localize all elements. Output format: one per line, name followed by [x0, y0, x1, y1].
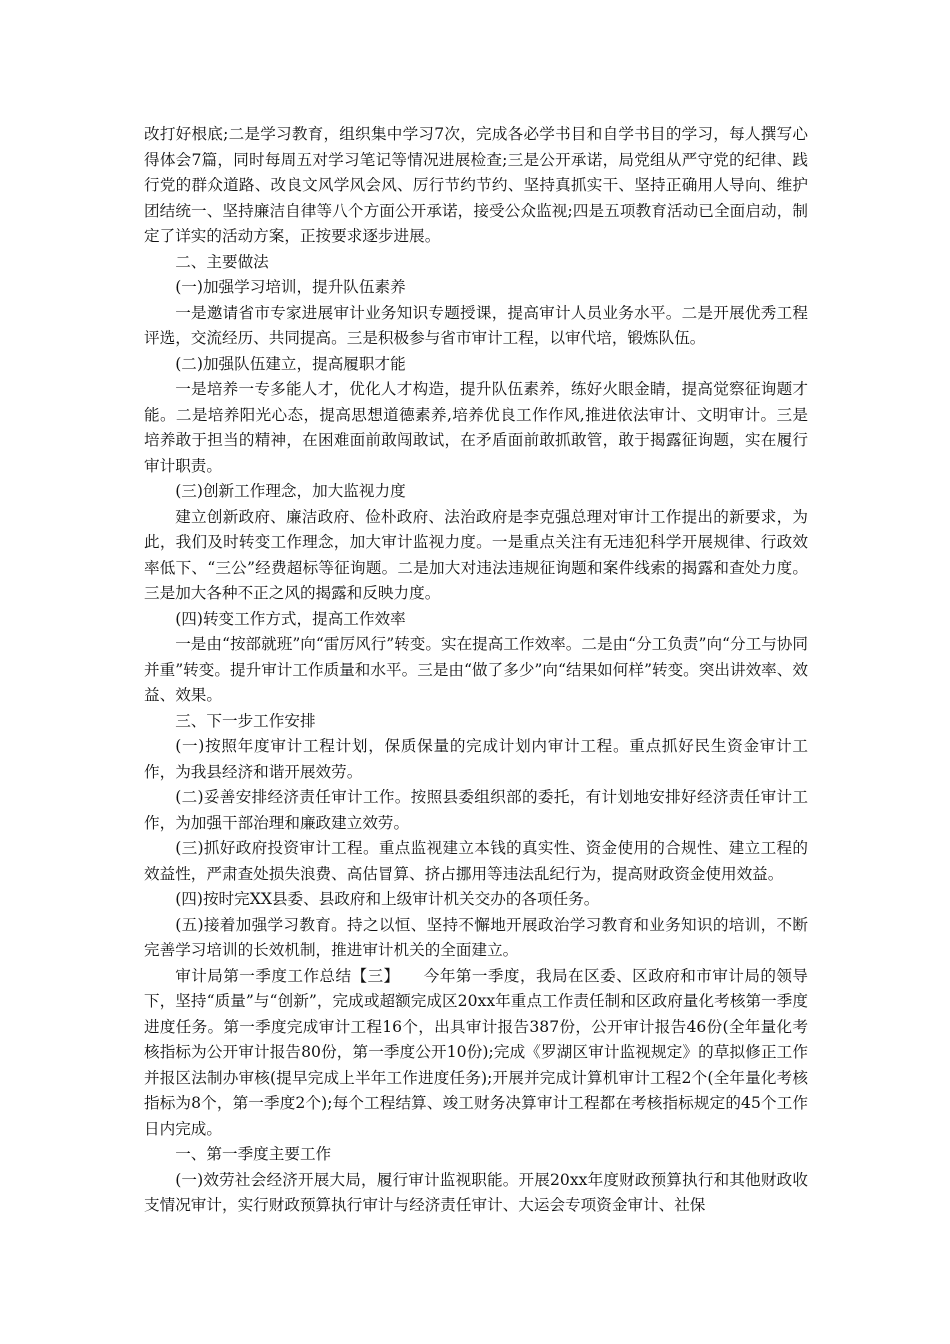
- section-heading: 二、主要做法: [175, 252, 269, 271]
- body-paragraph: 一是由“按部就班”向“雷厉风行”转变。实在提高工作效率。二是由“分工负责”向“分工与协同并重”转变。提升审计工作质量和水平。三是由“做了多少”向“结果如何样”转变。突出讲效率、效益、效果。: [144, 635, 808, 704]
- body-paragraph: 建立创新政府、廉洁政府、俭朴政府、法治政府是李克强总理对审计工作提出的新要求，为此，我们及时转变工作理念，加大审计监视力度。一是重点关注有无违犯科学开展规律、行政效率低下、“三公”经费超标等征询题。二是加大对违法违规征询题和案件线索的揭露和查处力度。三是加大各种不正之风的揭露和反映力度。: [144, 507, 808, 602]
- body-paragraph: (四)按时完XX县委、县政府和上级审计机关交办的各项任务。: [175, 890, 600, 908]
- body-paragraph: (三)抓好政府投资审计工程。重点监视建立本钱的真实性、资金使用的合规性、建立工程的效益性，严肃查处损失浪费、高估冒算、挤占挪用等违法乱纪行为，提高财政资金使用效益。: [144, 839, 808, 883]
- body-paragraph: (一)效劳社会经济开展大局，履行审计监视职能。开展20xx年度财政预算执行和其他财政收支情况审计，实行财政预算执行审计与经济责任审计、大运会专项资金审计、社保: [144, 1170, 808, 1214]
- document-page: [144, 122, 808, 1219]
- subsection-heading: (三)创新工作理念，加大监视力度: [175, 482, 406, 500]
- body-paragraph: (一)按照年度审计工程计划，保质保量的完成计划内审计工程。重点抓好民生资金审计工作，为我县经济和谐开展效劳。: [144, 737, 808, 781]
- body-paragraph: (五)接着加强学习教育。持之以恒、坚持不懈地开展政治学习教育和业务知识的培训，不断完善学习培训的长效机制，推进审计机关的全面建立。: [144, 915, 808, 959]
- section-heading: 一、第一季度主要工作: [175, 1145, 332, 1163]
- subsection-heading: (二)加强队伍建立，提高履职才能: [175, 354, 406, 373]
- section-heading: 三、下一步工作安排: [175, 711, 316, 730]
- body-paragraph: (二)妥善安排经济责任审计工作。按照县委组织部的委托，有计划地安排好经济责任审计工作，为加强干部治理和廉政建立效劳。: [144, 788, 808, 832]
- body-paragraph: 一是培养一专多能人才，优化人才构造，提升队伍素养，练好火眼金睛，提高觉察征询题才能。二是培养阳光心态，提高思想道德素养,培养优良工作作风,推进依法审计、文明审计。三是培养敢于担当的精神，在困难面前敢闯敢试，在矛盾面前敢抓敢管，敢于揭露征询题，实在履行审计职责。: [144, 380, 808, 475]
- subsection-heading: (一)加强学习培训，提升队伍素养: [175, 278, 406, 296]
- body-paragraph: 审计局第一季度工作总结【三】 今年第一季度，我局在区委、区政府和市审计局的领导下，坚持“质量”与“创新”，完成或超额完成区20xx年重点工作责任制和区政府量化考核第一季度进度任务。第一季度完成审计工程16个，出具审计报告387份，公开审计报告46份(全年量化考核指标为公开审计报告80份，第一季度公开10份);完成《罗湖区审计监视规定》的草拟修正工作并报区法制办审核(提早完成上半年工作进度任务);开展并完成计算机审计工程2个(全年量化考核指标为8个，第一季度2个);每个工程结算、竣工财务决算审计工程都在考核指标规定的45个工作日内完成。: [144, 966, 808, 1138]
- subsection-heading: (四)转变工作方式，提高工作效率: [175, 609, 406, 628]
- body-paragraph: 改打好根底;二是学习教育，组织集中学习7次，完成各必学书目和自学书目的学习，每人撰写心得体会7篇，同时每周五对学习笔记等情况进展检查;三是公开承诺，局党组从严守党的纪律、践行党的群众道路、改良文风学风会风、厉行节约节约、坚持真抓实干、坚持正确用人导向、维护团结统一、坚持廉洁自律等八个方面公开承诺，接受公众监视;四是五项教育活动已全面启动，制定了详实的活动方案，正按要求逐步进展。: [144, 125, 808, 245]
- body-paragraph: 一是邀请省市专家进展审计业务知识专题授课，提高审计人员业务水平。二是开展优秀工程评选，交流经历、共同提高。三是积极参与省市审计工程，以审代培，锻炼队伍。: [144, 303, 808, 347]
